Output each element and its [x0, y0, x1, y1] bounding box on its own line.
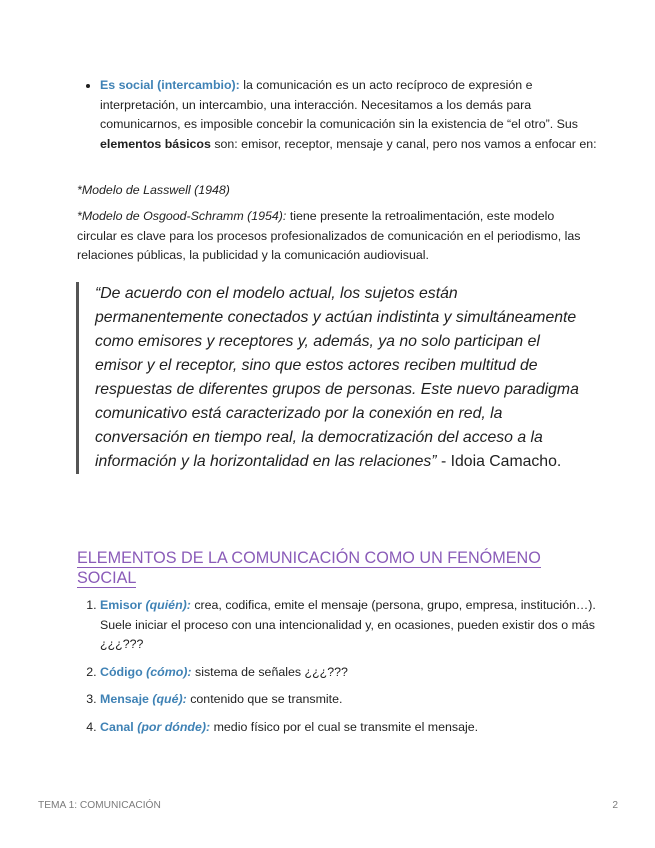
list-item [100, 690, 600, 710]
osgood-paragraph [77, 207, 582, 266]
bullet-text-1: la comunicación es un acto recíproco de expresión e interpretación, un intercambio, una interacción. Necesitamos a los demás para comunicarnos, es imposible concebir la comunicación sin la existencia de “el otro”. Sus [100, 78, 578, 132]
blockquote [76, 282, 585, 474]
list-item [100, 663, 600, 683]
element-text: medio físico por el cual se transmite el mensaje. [210, 719, 479, 734]
page-footer [38, 800, 618, 811]
element-text: crea, codifica, emite el mensaje (persona, grupo, empresa, institución…). Suele iniciar el proceso con una intencionalidad y, en ocasiones, pueden existir dos o más ¿¿¿??? [100, 598, 596, 652]
element-question: (quién): [145, 598, 191, 612]
element-label: Canal [100, 719, 134, 734]
section-heading-text: ELEMENTOS DE LA COMUNICACIÓN COMO UN FENÓMENO SOCIAL [77, 549, 541, 587]
quote-author: - Idoia Camacho. [436, 453, 562, 470]
section-heading [77, 548, 547, 588]
element-label: Código [100, 664, 143, 679]
elements-list [82, 596, 600, 746]
element-label: Emisor [100, 598, 143, 612]
list-item [100, 76, 600, 154]
lasswell-text: *Modelo de Lasswell (1948) [77, 183, 230, 197]
element-question: (cómo): [146, 664, 192, 679]
quote-text: “De acuerdo con el modelo actual, los sujetos están permanentemente conectados y actúan indistinta y simultáneamente como emisores y receptores y, además, ya no solo participan el emisor y el receptor, sino que estos actores reciben multitud de respuestas de diferentes grupos de personas. Este nuevo paradigma comunicativo está caracterizado por la conexión en red, la conversación en tiempo real, la democratización del acceso a la información y la horizontalidad en las relaciones” [95, 285, 579, 470]
osgood-label: *Modelo de Osgood-Schramm (1954): [77, 209, 287, 223]
bullet-text-2: son: emisor, receptor, mensaje y canal, pero nos vamos a enfocar en: [210, 136, 597, 151]
osgood-text: tiene presente la retroalimentación, este modelo circular es clave para los procesos profesionalizados de comunicación en el periodismo, las relaciones públicas, la publicidad y la comunicación audiovisual. [77, 209, 581, 263]
lasswell-paragraph [77, 181, 582, 201]
bullet-bold: elementos básicos [100, 136, 211, 151]
list-item [100, 596, 600, 655]
element-text: sistema de señales ¿¿¿??? [191, 664, 348, 679]
element-text: contenido que se transmite. [186, 692, 343, 707]
page-number: 2 [612, 800, 618, 811]
footer-title: TEMA 1: COMUNICACIÓN [38, 800, 161, 811]
element-question: (qué): [152, 692, 187, 707]
bullet-label: Es social (intercambio): [100, 78, 240, 92]
element-label: Mensaje [100, 692, 149, 707]
list-item [100, 718, 600, 738]
bullet-list [82, 76, 600, 154]
element-question: (por dónde): [137, 719, 211, 734]
